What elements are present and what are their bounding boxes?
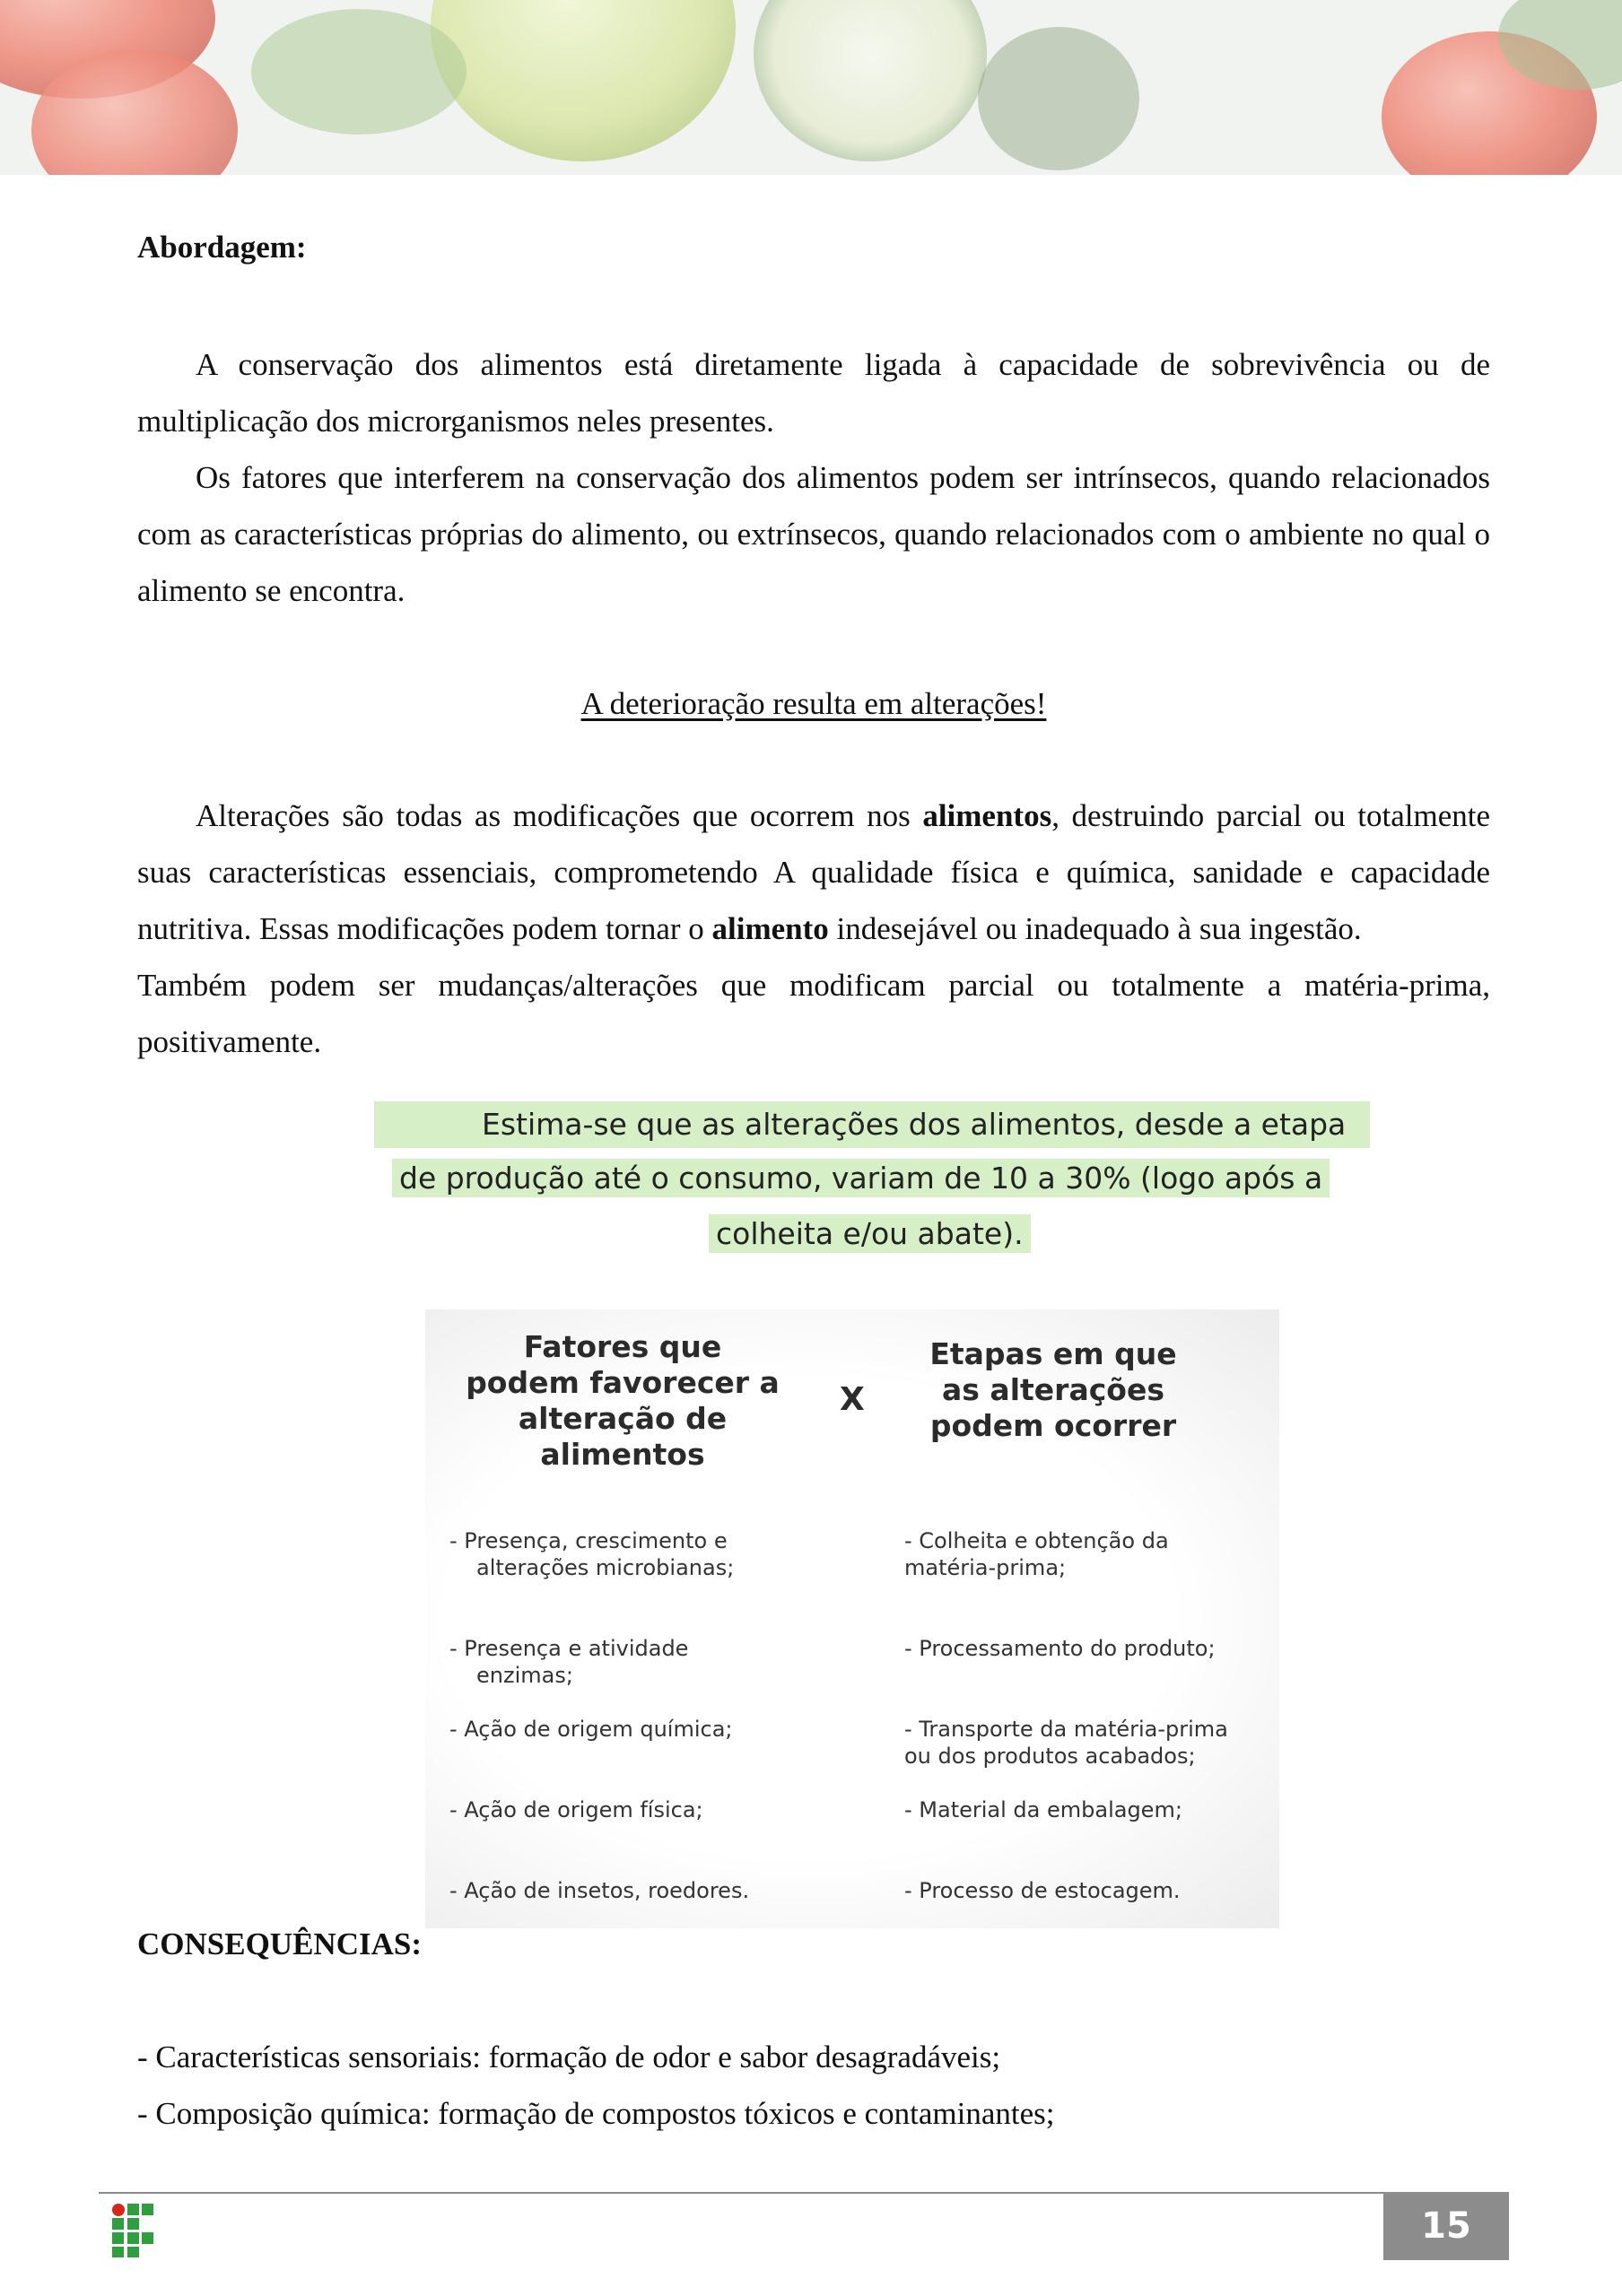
stage-item: - Processamento do produto; [904,1636,1216,1661]
page-number: 15 [1383,2192,1509,2260]
stage-item: - Transporte da matéria-prima ou dos produtos acabados; [904,1717,1228,1769]
consequence-item: - Composição química: formação de compostos tóxicos e contaminantes; [137,2096,1055,2131]
factor-item: - Presença, crescimento e alterações microbianas; [449,1528,735,1580]
footer-divider [99,2192,1383,2194]
vegetables-photo [0,0,1622,175]
comparison-box [425,1309,1279,1928]
callout-line-2: de produção até o consumo, variam de 10 a 30% (logo após a [392,1157,1361,1200]
paragraph-factors: Os fatores que interferem na conservação dos alimentos podem ser intrínsecos, quando relacionados com as características próprias do alimento, ou extrínsecos, quando relacionados com o ambiente no qual o alimento se encontra. [137,460,1490,608]
consequences-heading: CONSEQUÊNCIAS: [137,1926,422,1961]
versus-separator: X [840,1381,865,1418]
institution-logo-icon [111,2203,154,2258]
stages-title: Etapas em que as alterações podem ocorrer [929,1336,1177,1443]
callout-line-3: colheita e/ou abate). [709,1213,1031,1256]
deterioration-note: A deterioração resulta em alterações! [580,686,1047,721]
factor-item: - Ação de origem química; [449,1717,733,1742]
callout-line-1: Estima-se que as alterações dos alimentos, desde a etapa [374,1101,1379,1148]
factor-item: - Presença e atividade enzimas; [449,1636,689,1688]
header-banner-image [0,0,1622,175]
factor-item: - Ação de origem física; [449,1797,703,1822]
section-heading: Abordagem: [137,230,307,265]
stage-item: - Colheita e obtenção da matéria-prima; [904,1528,1169,1580]
stage-item: - Material da embalagem; [904,1797,1182,1822]
consequence-item: - Características sensoriais: formação de odor e sabor desagradáveis; [137,2039,1001,2074]
paragraph-alterations: Alterações são todas as modificações que ocorrem nos alimentos, destruindo parcial ou totalmente suas características essenciais, comprometendo A qualidade física e química, sanidade e capacidade nutritiva. Essas modificações podem tornar o alimento indesejável ou inadequado à sua ingestão. Também podem ser mudanças/alterações que modificam parcial ou totalmente a matéria-prima, positivamente. [137,798,1490,1059]
factors-title: Fatores que podem favorecer a alteração de alimentos [466,1329,780,1472]
stage-item: - Processo de estocagem. [904,1878,1181,1903]
factor-item: - Ação de insetos, roedores. [449,1878,750,1903]
paragraph-conservation: A conservação dos alimentos está diretamente ligada à capacidade de sobrevivência ou de multiplicação dos microrganismos neles presentes. [137,347,1490,439]
